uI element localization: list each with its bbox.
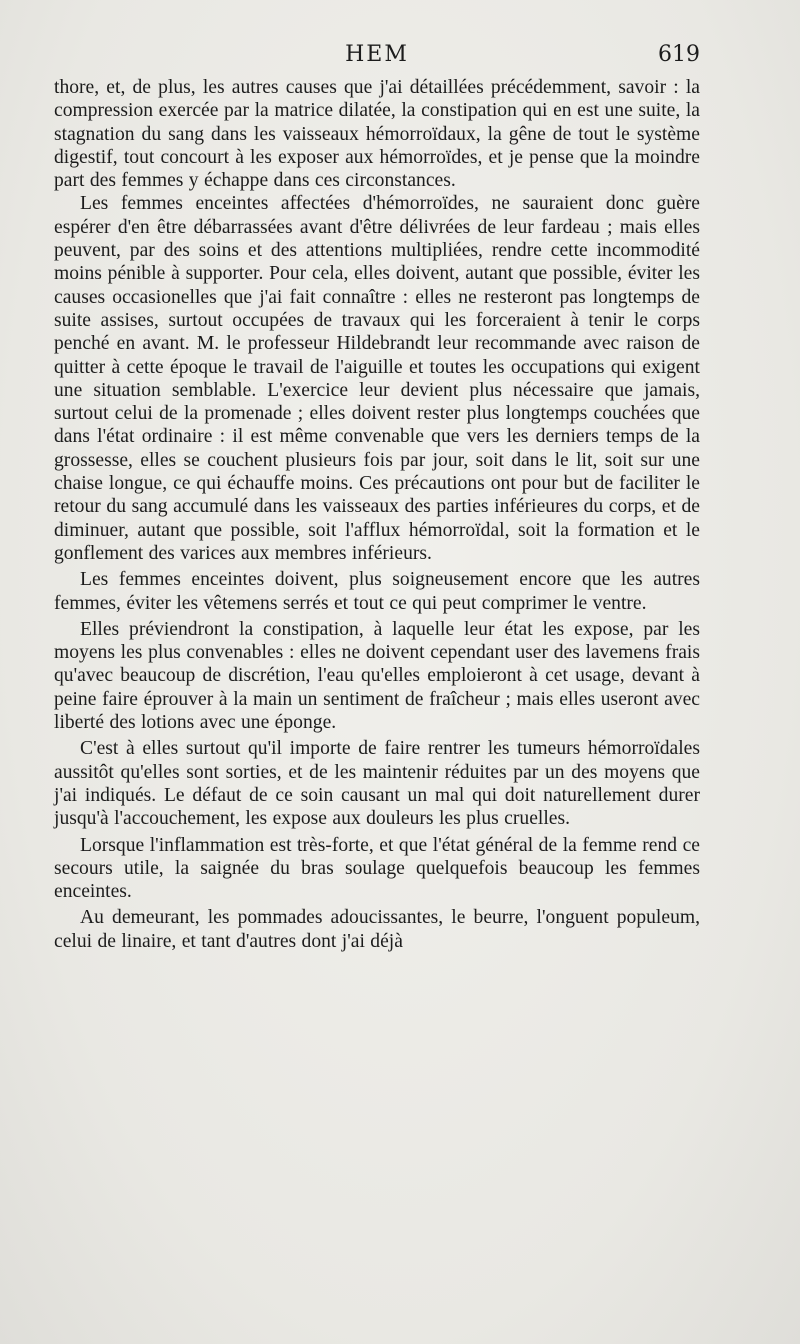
paragraph: Les femmes enceintes affectées d'hémorroïdes, ne sauraient donc guère espérer d'en être débarrassées avant d'être délivrées de leur fardeau ; mais elles peuvent, par des soins et des attentions multipliées, rendre cette incommodité moins pénible à supporter. Pour cela, elles doivent, autant que possible, éviter les causes occasionelles que j'ai fait connaître : elles ne resteront pas longtemps de suite assises, surtout occupées de travaux qui les forceraient à tenir le corps penché en avant. M. le professeur Hildebrandt leur recommande avec raison de quitter à cette époque le travail de l'aiguille et toutes les occupations qui exigent une situation semblable. L'exercice leur devient plus nécessaire que jamais, surtout celui de la promenade ; elles doivent rester plus longtemps couchées que dans l'état ordinaire : il est même convenable que vers les derniers temps de la grossesse, elles se couchent plusieurs fois par jour, soit dans le lit, soit sur une chaise longue, ce qui échauffe moins. Ces précautions ont pour but de faciliter le retour du sang accumulé dans les vaisseaux des parties inférieures du corps, et de diminuer, autant que possible, soit l'afflux hémorroïdal, soit la formation et le gonflement des varices aux membres inférieurs. bbox=[54, 193, 700, 564]
paragraph: Au demeurant, les pommades adoucissantes, le beurre, l'onguent populeum, celui de linaire, et tant d'autres dont j'ai déjà bbox=[54, 907, 700, 952]
running-head bbox=[54, 40, 700, 76]
paragraph: Elles préviendront la constipation, à laquelle leur état les expose, par les moyens les plus convenables : elles ne doivent cependant user des lavemens frais qu'avec beaucoup de discrétion, l'eau qu'elles emploieront à cet usage, devant à peine faire éprouver à la main un sentiment de fraîcheur ; mais elles useront avec liberté des lotions avec une éponge. bbox=[54, 618, 700, 734]
paragraph: C'est à elles surtout qu'il importe de faire rentrer les tumeurs hémorroïdales aussitôt qu'elles sont sorties, et de les maintenir réduites par un des moyens que j'ai indiqués. Le défaut de ce soin causant un mal qui doit naturellement durer jusqu'à l'accouchement, les expose aux douleurs les plus cruelles. bbox=[54, 738, 700, 830]
running-title: HEM bbox=[345, 42, 409, 67]
paragraph: Lorsque l'inflammation est très-forte, et que l'état général de la femme rend ce secours utile, la saignée du bras soulage quelquefois beaucoup les femmes enceintes. bbox=[54, 834, 700, 903]
page-number: 619 bbox=[658, 42, 700, 67]
paragraph-continued: thore, et, de plus, les autres causes que j'ai détaillées précédemment, savoir : la compression exercée par la matrice dilatée, la constipation qui en est une suite, la stagnation du sang dans les vaisseaux hémorroïdaux, la gêne de tout le système digestif, tout concourt à les exposer aux hémorroïdes, et je pense que la moindre part des femmes y échappe dans ces circonstances. bbox=[54, 77, 700, 192]
paragraph: Les femmes enceintes doivent, plus soigneusement encore que les autres femmes, éviter les vêtemens serrés et tout ce qui peut comprimer le ventre. bbox=[54, 569, 700, 614]
body-text bbox=[54, 76, 700, 953]
